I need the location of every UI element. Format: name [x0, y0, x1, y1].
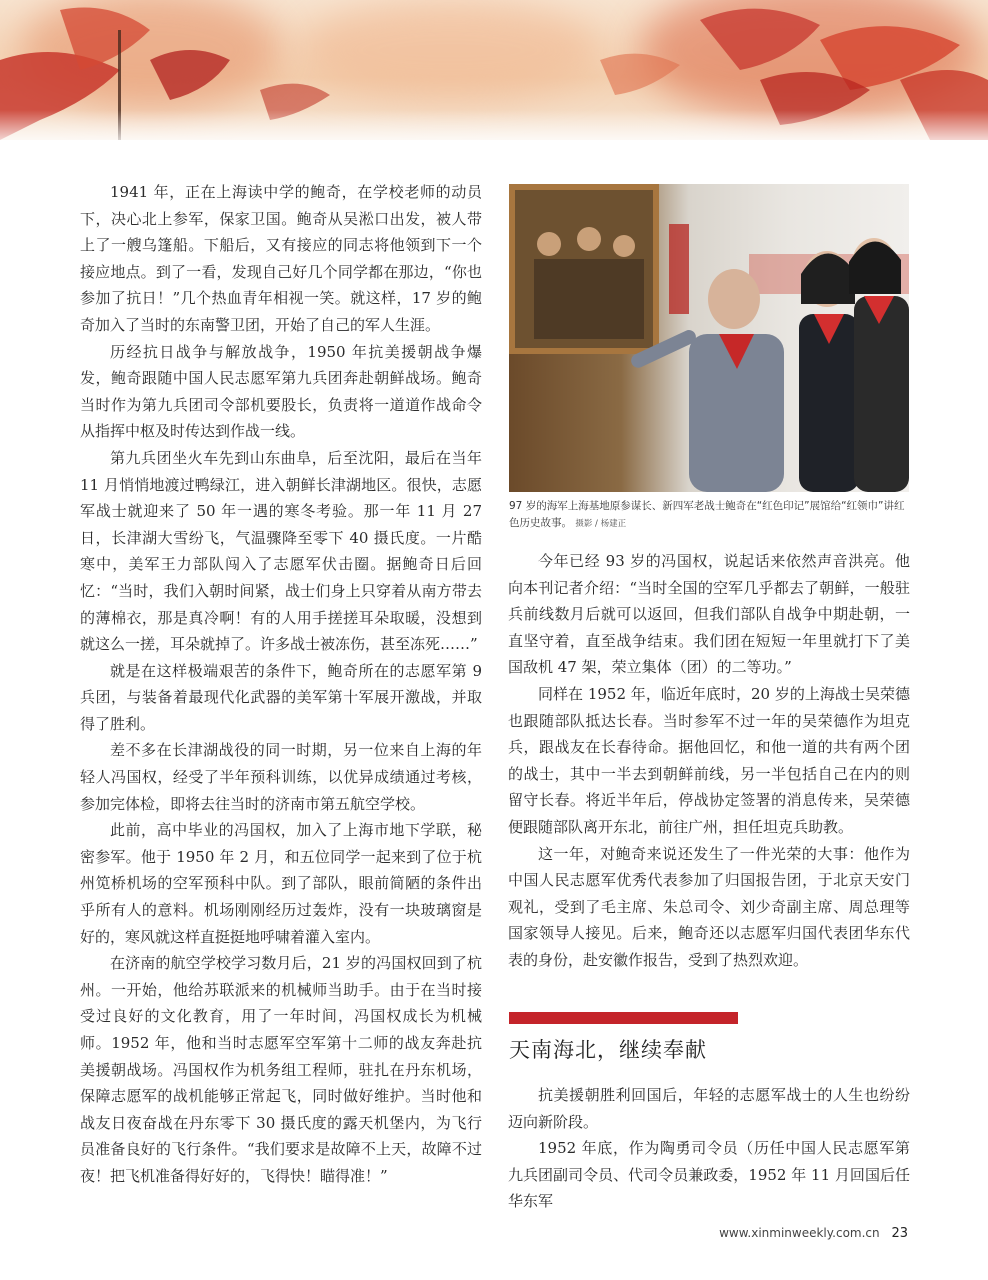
article-paragraph: 1952 年底，作为陶勇司令员（历任中国人民志愿军第九兵团副司令员、代司令员兼政委，1952 年 11 月回国后任华东军	[508, 1139, 910, 1211]
article-paragraph: 第九兵团坐火车先到山东曲阜，后至沈阳，最后在当年 11 月悄悄地渡过鸭绿江，进入朝鲜长津湖地区。很快，志愿军战士就迎来了 50 年一遇的寒冬考验。那一年 11 月 27 日，长津湖大雪纷飞，气温骤降至零下 40 摄氏度。一片酷寒中，美军王力部队闯入了志愿军伏击圈。据鲍奇日后回忆：“当时，我们入朝时间紧，战士们身上只穿着从南方带去的薄棉衣，那是真冷啊！有的人用手搓搓耳朵取暖，没想到就这么一搓，耳朵就掉了。许多战士被冻伤，甚至冻死……”	[80, 448, 482, 654]
section-accent-bar	[509, 1012, 738, 1024]
article-paragraph: 在济南的航空学校学习数月后，21 岁的冯国权回到了杭州。一开始，他给苏联派来的机械师当助手。由于在当时接受过良好的文化教育，用了一年时间，冯国权成长为机械师。1952 年，他和当时志愿军空军第十二师的战友奔赴抗美援朝战场。冯国权作为机务组工程师，驻扎在丹东机场，保障志愿军的战机能够正常起飞，同时做好维护。当时他和战友日夜奋战在丹东零下 30 摄氏度的露天机堡内，为飞行员准备良好的飞行条件。“我们要求是故障不上天，故障不过夜！把飞机准备得好好的，飞得快！瞄得准！”	[80, 954, 482, 1185]
article-right-column-upper	[508, 548, 910, 974]
article-left-column	[80, 179, 482, 1190]
photo-credit: 摄影 / 杨建正	[575, 519, 627, 529]
article-paragraph: 同样在 1952 年，临近年底时，20 岁的上海战士吴荣德也跟随部队抵达长春。当时参军不过一年的吴荣德作为坦克兵，跟战友在长春待命。据他回忆，和他一道的共有两个团的战士，其中一半去到朝鲜前线，另一半包括自己在内的则留守长春。将近半年后，停战协定签署的消息传来，吴荣德便跟随部队离开东北，前往广州，担任坦克兵助教。	[508, 684, 910, 836]
article-paragraph: 历经抗日战争与解放战争，1950 年抗美援朝战争爆发，鲍奇跟随中国人民志愿军第九兵团奔赴朝鲜战场。鲍奇当时作为第九兵团司令部机要股长，负责将一道道作战命令从指挥中枢及时传达到作战一线。	[80, 342, 482, 441]
article-paragraph: 1941 年，正在上海读中学的鲍奇，在学校老师的动员下，决心北上参军，保家卫国。鲍奇从吴淞口出发，被人带上了一艘乌篷船。下船后，又有接应的同志将他领到下一个接应地点。到了一看，发现自己好几个同学都在那边，“你也参加了抗日！”几个热血青年相视一笑。就这样，17 岁的鲍奇加入了当时的东南警卫团，开始了自己的军人生涯。	[80, 183, 482, 334]
article-paragraph: 今年已经 93 岁的冯国权，说起话来依然声音洪亮。他向本刊记者介绍：“当时全国的空军几乎都去了朝鲜，一般驻兵前线数月后就可以返回，但我们部队自战争中期赴朝，一直坚守着，直至战争结束。我们团在短短一年里就打下了美国敌机 47 架，荣立集体（团）的二等功。”	[508, 552, 910, 677]
exhibition-photo	[509, 184, 909, 492]
caption-text: 97 岁的海军上海基地原参谋长、新四军老战士鲍奇在“红色印记”展馆给“红领巾”讲红色历史故事。	[509, 500, 905, 529]
section-heading: 天南海北，继续奉献	[509, 1038, 707, 1062]
article-right-column-lower	[508, 1082, 910, 1215]
article-paragraph: 就是在这样极端艰苦的条件下，鲍奇所在的志愿军第 9 兵团，与装备着最现代化武器的美军第十军展开激战，并取得了胜利。	[80, 661, 482, 733]
exhibition-photo-icon	[509, 184, 909, 492]
page-number: 23	[891, 1226, 908, 1241]
photo-caption	[509, 498, 909, 533]
article-paragraph: 这一年，对鲍奇来说还发生了一件光荣的大事：他作为中国人民志愿军优秀代表参加了归国报告团，于北京天安门观礼，受到了毛主席、朱总司令、刘少奇副主席、周总理等国家领导人接见。后来，鲍奇还以志愿军归国代表团华东代表的身份，赴安徽作报告，受到了热烈欢迎。	[508, 844, 910, 969]
article-paragraph: 此前，高中毕业的冯国权，加入了上海市地下学联，秘密参军。他于 1950 年 2 月，和五位同学一起来到了位于杭州笕桥机场的空军预科中队。到了部队，眼前简陋的条件出乎所有人的意料。机场刚刚经历过轰炸，没有一块玻璃窗是好的，寒风就这样直挺挺地呼啸着灌入室内。	[80, 821, 482, 946]
article-paragraph: 抗美援朝胜利回国后，年轻的志愿军战士的人生也纷纷迈向新阶段。	[508, 1086, 910, 1131]
footer-url[interactable]: www.xinminweekly.com.cn	[719, 1226, 880, 1240]
page-footer	[719, 1226, 908, 1241]
article-paragraph: 差不多在长津湖战役的同一时期，另一位来自上海的年轻人冯国权，经受了半年预科训练，以优异成绩通过考核，参加完体检，即将去往当时的济南市第五航空学校。	[80, 741, 482, 813]
decorative-banner	[0, 0, 988, 140]
